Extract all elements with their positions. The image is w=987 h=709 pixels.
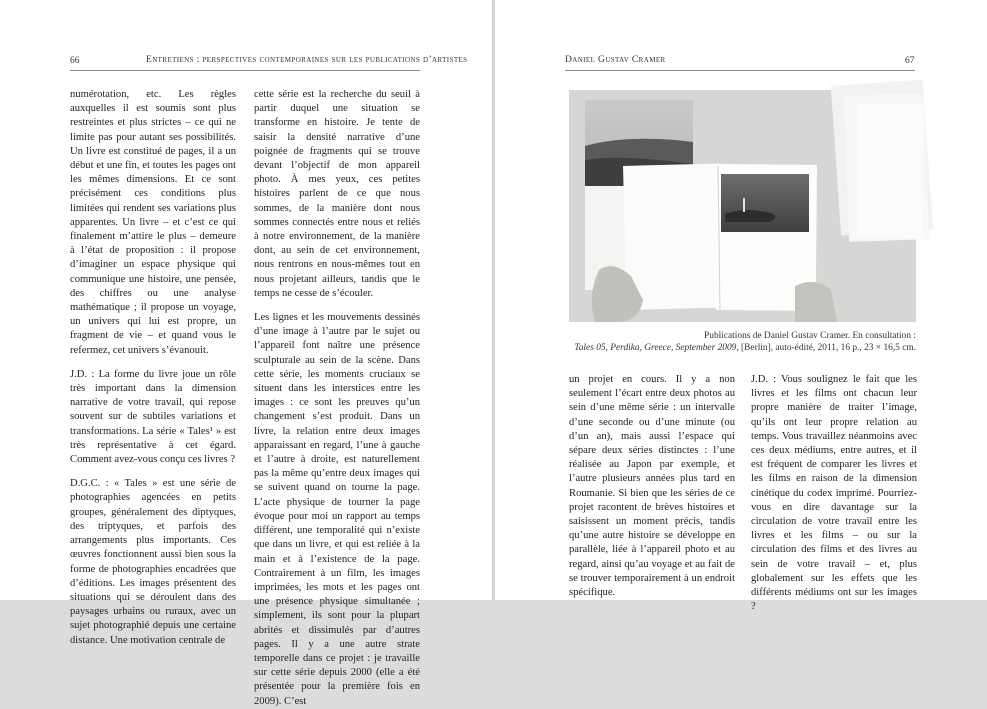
running-head-right: Daniel Gustav Cramer — [565, 55, 666, 65]
page-number-left: 66 — [70, 56, 80, 66]
page-number-right: 67 — [905, 56, 915, 66]
caption-line-2 — [569, 342, 916, 354]
paragraph: J.D. : Vous soulignez le fait que les livres et les films ont chacun leur propre manière de traiter l’image, qu’ils ont leur propre relation au temps. Vous travaillez néanmoins avec ces deux médiums, entre autres, et il est fréquent de comparer les livres et les films en raison de la dimension cinétique du codex imprimé. Pourriez-vous en dire davantage sur la circulation de votre travail entre les livres et les films – ou sur la circulation des films et des livres au sein de votre travail – et, plus globalement sur les effets que les différents médiums ont sur les images ? — [751, 374, 917, 613]
paragraph: numérotation, etc. Les règles auxquelles il est soumis sont plus restreintes et plus strictes – ce qui ne limite pas pour autant ses possibilités. Un livre est constitué de pages, il a un début et une fin, et toutes les pages ont les mêmes dimensions. Et ce sont précisément ces conditions plus limitées qui rendent ses variations plus apparentes. Un livre – et c’est ce qui finalement m’attire le plus – demeure à l’état de proposition : il propose d’imaginer un espace physique qui communique une histoire, une pensée, des chiffres ou une analyse mathématique ; il propose un voyage, un univers qui lui est propre, un fragment de vie – et quand vous le refermez, cet univers s’évanouit. — [70, 89, 236, 356]
right-page-column-1 — [569, 373, 735, 600]
paragraph: cette série est la recherche du seuil à partir duquel une situation se transforme en histoire. Je tente de saisir la densité narrative d’une poignée de fragments qui se trouve devant l’objectif de mon appareil photo. À mes yeux, ces petites histoires parlent de ce que nous sommes, de la manière dont nous sommes connectés entre nous et reliés à notre environnement, de la manière dont, au sein de cet environnement, nous rentrons en nous-mêmes tout en nous projetant ailleurs, tandis que le temps ne cesse de s’écouler. — [254, 89, 420, 299]
paragraph: un projet en cours. Il y a non seulement l’écart entre deux photos au sein d’une même série : un intervalle d’une seconde ou d’une minute (ou d’un an), mais aussi l’espace qui sépare deux séries distinctes : l’une réalisée au Japon par exemple, et l’autre plusieurs années plus tard en Roumanie. Si bien que les séries de ce projet racontent de brèves histoires et saisissent un moment précis, tandis qu’une autre histoire se développe en parallèle, liée à l’appareil photo et au regard, ainsi qu’au voyage et au fait de se trouver temporairement à un endroit spécifique. — [569, 374, 735, 599]
left-page — [0, 0, 492, 707]
header-rule-left — [70, 70, 420, 71]
left-page-column-1 — [70, 88, 236, 648]
photo-illustration — [569, 90, 916, 322]
running-head-left: Entretiens : perspectives contemporaines sur les publications d’artistes — [146, 55, 468, 65]
right-page-column-2 — [751, 373, 917, 614]
caption-details: , [Berlin], auto-édité, 2011, 16 p., 23 × 16,5 cm. — [736, 343, 916, 353]
photo-caption — [569, 330, 916, 354]
caption-title: Tales 05, Perdika, Greece, September 2009 — [574, 343, 737, 353]
paragraph: D.G.C. : « Tales » est une série de photographies agencées en petits groupes, généralement des diptyques, des triptyques, et parfois des arrangements plus importants. Ces œuvres fonctionnent aussi bien sous la forme de photographies encadrées que d’éditions. Les images présentent des situations qui se déroulent dans des paysages urbains ou ruraux, avec un sujet photographié depuis une certaine distance. Une motivation centrale de — [70, 478, 236, 646]
paragraph: J.D. : La forme du livre joue un rôle très important dans la dimension narrative de votre travail, qui repose souvent sur de subtiles variations et transformations. La série « Tales¹ » est très représentative à cet égard. Comment avez-vous conçu ces livres ? — [70, 368, 236, 466]
paragraph: Les lignes et les mouvements dessinés d’une image à l’autre par le sujet ou l’appareil font naître une présence sculpturale au sein de la scène. Dans cette série, les moments cruciaux se situent dans les interstices entre les images : ce sont les preuves qu’un changement s’est produit. Dans un livre, la relation entre deux images apparaissant en regard, l’une à gauche et l’autre à droite, est naturellement pas la même qu’entre deux images qui se suivent quand on tourne la page. L’acte physique de tourner la page évoque pour moi un rapport au temps différent, une temporalité qui n’existe que dans un livre, et qui est reliée à la main et à l’existence de la page. Contrairement à un film, les images imprimées, les mots et les pages ont une présence physique simultanée ; simplement, ils sont pour la plupart abrités et dissimulés par d’autres pages. Il y a une autre strate temporelle dans ce projet : je travaille sur cette série depuis 2000 (elle a été présentée pour la première fois en 2009). C’est — [254, 312, 420, 707]
left-page-column-2 — [254, 88, 420, 709]
book-photograph — [569, 90, 916, 322]
caption-line-1: Publications de Daniel Gustav Cramer. En consultation : — [704, 331, 916, 341]
right-page — [495, 0, 987, 613]
header-rule-right — [565, 70, 915, 71]
